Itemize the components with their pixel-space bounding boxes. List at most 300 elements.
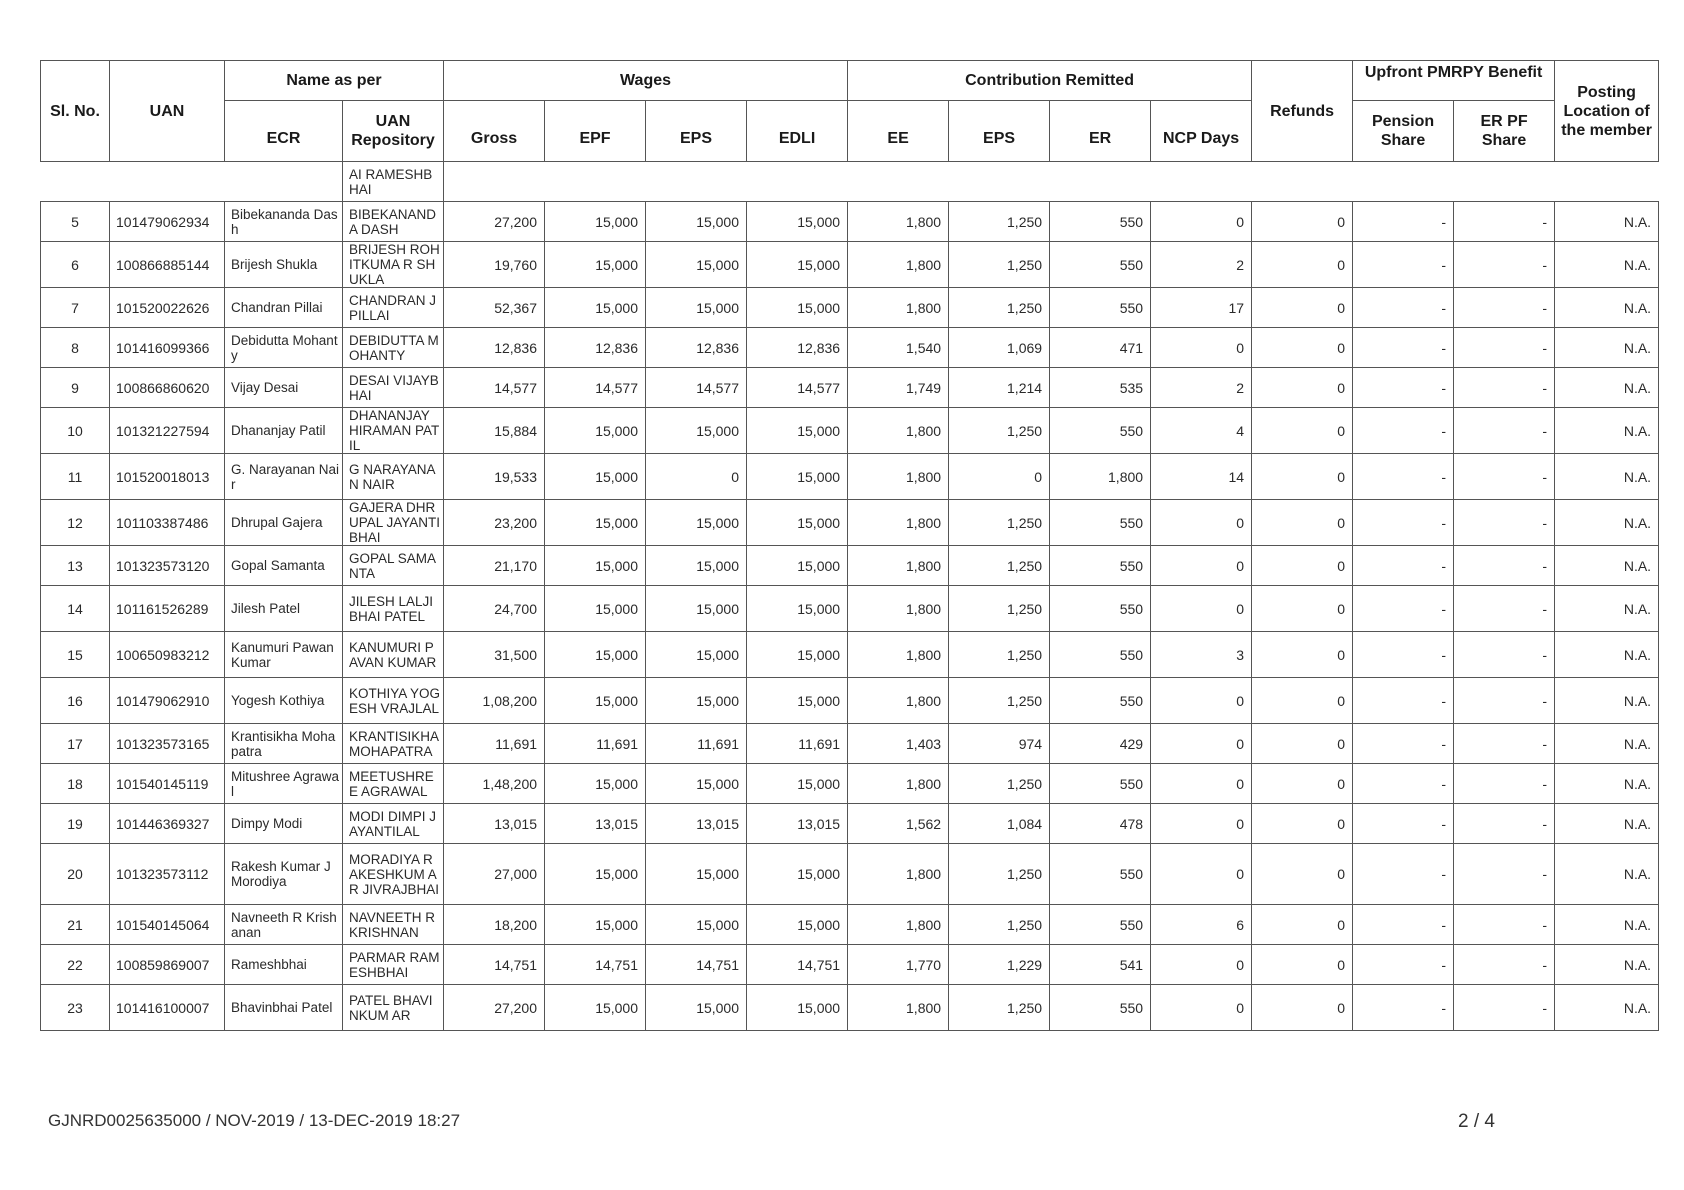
- cell-epf: 15,000: [545, 202, 646, 242]
- table-header: [41, 61, 1659, 162]
- header-sl-no: Sl. No.: [41, 61, 110, 162]
- cell-ee: 1,403: [848, 724, 949, 764]
- cell-ecr-name: Dimpy Modi: [225, 804, 343, 844]
- cell-refunds: 0: [1252, 678, 1353, 724]
- cell-ncp-days: 0: [1151, 546, 1252, 586]
- cell-pension-share: -: [1353, 844, 1454, 905]
- cell-ee: 1,540: [848, 328, 949, 368]
- cell-posting-location: N.A.: [1555, 586, 1659, 632]
- cell-uan-repository-name: DHANANJAY HIRAMAN PATIL: [343, 408, 444, 454]
- cell-edli: 15,000: [747, 454, 848, 500]
- cell-eps-contribution: 1,250: [949, 546, 1050, 586]
- cell-pension-share: -: [1353, 905, 1454, 945]
- cell-edli: 15,000: [747, 844, 848, 905]
- cell-ncp-days: 2: [1151, 368, 1252, 408]
- table-row: [41, 408, 1659, 454]
- cell-ncp-days: 0: [1151, 724, 1252, 764]
- cell-er: 550: [1050, 546, 1151, 586]
- cell-er-pf-share: -: [1454, 678, 1555, 724]
- cell-uan: 100859869007: [110, 945, 225, 985]
- cell-sl-no: 13: [41, 546, 110, 586]
- cell-eps: 15,000: [646, 500, 747, 546]
- cell-ecr-name: Dhananjay Patil: [225, 408, 343, 454]
- cell-ncp-days: 0: [1151, 202, 1252, 242]
- cell-edli: 13,015: [747, 804, 848, 844]
- cell-er-pf-share: -: [1454, 202, 1555, 242]
- cell-ncp-days: 0: [1151, 844, 1252, 905]
- cell-gross: 19,760: [444, 242, 545, 288]
- cell-eps: 15,000: [646, 202, 747, 242]
- cell-pension-share: -: [1353, 945, 1454, 985]
- cell-eps-contribution: 1,250: [949, 905, 1050, 945]
- cell-edli: 14,577: [747, 368, 848, 408]
- cell-uan: 101161526289: [110, 586, 225, 632]
- header-gross: Gross: [444, 101, 545, 162]
- carryover-row: [41, 162, 1659, 202]
- cell-er-pf-share: -: [1454, 724, 1555, 764]
- cell-er-pf-share: -: [1454, 328, 1555, 368]
- cell-uan-repository-name: DEBIDUTTA MOHANTY: [343, 328, 444, 368]
- cell-er: 550: [1050, 905, 1151, 945]
- cell-uan: 101479062934: [110, 202, 225, 242]
- cell-er-pf-share: -: [1454, 586, 1555, 632]
- cell-sl-no: 16: [41, 678, 110, 724]
- cell-er-pf-share: -: [1454, 454, 1555, 500]
- cell-eps-contribution: 1,250: [949, 632, 1050, 678]
- cell-uan: 101520022626: [110, 288, 225, 328]
- cell-er-pf-share: -: [1454, 368, 1555, 408]
- cell-er: 550: [1050, 632, 1151, 678]
- cell-epf: 15,000: [545, 632, 646, 678]
- table-row: [41, 764, 1659, 804]
- cell-uan-repository-name: JILESH LALJIBHAI PATEL: [343, 586, 444, 632]
- header-contribution-remitted: Contribution Remitted: [848, 61, 1252, 101]
- cell-eps-contribution: 974: [949, 724, 1050, 764]
- table-row: [41, 368, 1659, 408]
- cell-eps: 14,577: [646, 368, 747, 408]
- cell-posting-location: N.A.: [1555, 905, 1659, 945]
- cell-uan: 100650983212: [110, 632, 225, 678]
- cell-edli: 15,000: [747, 408, 848, 454]
- header-refunds: Refunds: [1252, 61, 1353, 162]
- cell-epf: 12,836: [545, 328, 646, 368]
- cell-posting-location: N.A.: [1555, 288, 1659, 328]
- cell-refunds: 0: [1252, 804, 1353, 844]
- cell-gross: 31,500: [444, 632, 545, 678]
- cell-uan-repository-name: PARMAR RAMESHBHAI: [343, 945, 444, 985]
- cell-posting-location: N.A.: [1555, 368, 1659, 408]
- cell-eps: 11,691: [646, 724, 747, 764]
- cell-eps-contribution: 1,250: [949, 586, 1050, 632]
- cell-eps-contribution: 1,250: [949, 764, 1050, 804]
- cell-sl-no: 5: [41, 202, 110, 242]
- cell-eps-contribution: 1,250: [949, 408, 1050, 454]
- cell-er: 478: [1050, 804, 1151, 844]
- cell-ecr-name: Jilesh Patel: [225, 586, 343, 632]
- cell-uan-repository-name: MORADIYA RAKESHKUM AR JIVRAJBHAI: [343, 844, 444, 905]
- cell-ee: 1,800: [848, 546, 949, 586]
- cell-eps: 15,000: [646, 632, 747, 678]
- table-row: [41, 328, 1659, 368]
- cell-edli: 15,000: [747, 500, 848, 546]
- cell-edli: 15,000: [747, 288, 848, 328]
- cell-uan-repository-name: MODI DIMPI JAYANTILAL: [343, 804, 444, 844]
- cell-eps: 15,000: [646, 905, 747, 945]
- cell-ncp-days: 6: [1151, 905, 1252, 945]
- cell-er: 550: [1050, 242, 1151, 288]
- cell-uan: 101323573112: [110, 844, 225, 905]
- cell-gross: 12,836: [444, 328, 545, 368]
- cell-posting-location: N.A.: [1555, 844, 1659, 905]
- table-row: [41, 288, 1659, 328]
- cell-sl-no: 8: [41, 328, 110, 368]
- cell-ecr-name: Rakesh Kumar J Morodiya: [225, 844, 343, 905]
- cell-sl-no: 9: [41, 368, 110, 408]
- cell-er: 471: [1050, 328, 1151, 368]
- cell-posting-location: N.A.: [1555, 328, 1659, 368]
- cell-eps-contribution: 1,084: [949, 804, 1050, 844]
- cell-ee: 1,562: [848, 804, 949, 844]
- cell-ecr-name: Mitushree Agrawal: [225, 764, 343, 804]
- cell-posting-location: N.A.: [1555, 408, 1659, 454]
- cell-ncp-days: 0: [1151, 328, 1252, 368]
- cell-pension-share: -: [1353, 288, 1454, 328]
- cell-ecr-name: Bhavinbhai Patel: [225, 985, 343, 1031]
- cell-ncp-days: 3: [1151, 632, 1252, 678]
- cell-er: 1,800: [1050, 454, 1151, 500]
- cell-uan: 101416100007: [110, 985, 225, 1031]
- cell-uan-repository-name: KANUMURI PAVAN KUMAR: [343, 632, 444, 678]
- cell-er-pf-share: -: [1454, 242, 1555, 288]
- table-row: [41, 242, 1659, 288]
- cell-ecr-name: Yogesh Kothiya: [225, 678, 343, 724]
- cell-posting-location: N.A.: [1555, 804, 1659, 844]
- cell-er: 550: [1050, 844, 1151, 905]
- table-row: [41, 804, 1659, 844]
- cell-ee: 1,800: [848, 844, 949, 905]
- cell-posting-location: N.A.: [1555, 632, 1659, 678]
- cell-er: 429: [1050, 724, 1151, 764]
- cell-edli: 15,000: [747, 764, 848, 804]
- header-ncp-days: NCP Days: [1151, 101, 1252, 162]
- cell-refunds: 0: [1252, 408, 1353, 454]
- cell-refunds: 0: [1252, 500, 1353, 546]
- table-row: [41, 454, 1659, 500]
- cell-refunds: 0: [1252, 632, 1353, 678]
- cell-sl-no: 17: [41, 724, 110, 764]
- cell-ncp-days: 0: [1151, 945, 1252, 985]
- cell-posting-location: N.A.: [1555, 202, 1659, 242]
- cell-eps-contribution: 1,250: [949, 500, 1050, 546]
- cell-epf: 15,000: [545, 408, 646, 454]
- cell-er-pf-share: -: [1454, 288, 1555, 328]
- cell-uan: 101103387486: [110, 500, 225, 546]
- cell-edli: 15,000: [747, 242, 848, 288]
- cell-ncp-days: 0: [1151, 764, 1252, 804]
- cell-gross: 24,700: [444, 586, 545, 632]
- cell-eps-contribution: 1,250: [949, 844, 1050, 905]
- header-er: ER: [1050, 101, 1151, 162]
- cell-eps-contribution: 1,250: [949, 288, 1050, 328]
- cell-refunds: 0: [1252, 242, 1353, 288]
- cell-ncp-days: 14: [1151, 454, 1252, 500]
- table-row: [41, 724, 1659, 764]
- cell-posting-location: N.A.: [1555, 724, 1659, 764]
- cell-ncp-days: 0: [1151, 985, 1252, 1031]
- cell-epf: 15,000: [545, 242, 646, 288]
- cell-refunds: 0: [1252, 985, 1353, 1031]
- cell-edli: 15,000: [747, 678, 848, 724]
- cell-ncp-days: 0: [1151, 678, 1252, 724]
- cell-ee: 1,800: [848, 408, 949, 454]
- cell-er-pf-share: -: [1454, 804, 1555, 844]
- cell-pension-share: -: [1353, 368, 1454, 408]
- cell-eps-contribution: 1,214: [949, 368, 1050, 408]
- header-epf: EPF: [545, 101, 646, 162]
- cell-pension-share: -: [1353, 242, 1454, 288]
- cell-gross: 27,200: [444, 202, 545, 242]
- cell-er-pf-share: -: [1454, 632, 1555, 678]
- cell-uan-repository-name: MEETUSHRE E AGRAWAL: [343, 764, 444, 804]
- cell-epf: 15,000: [545, 454, 646, 500]
- cell-uan-repository-name: KOTHIYA YOGESH VRAJLAL: [343, 678, 444, 724]
- cell-refunds: 0: [1252, 905, 1353, 945]
- cell-eps-contribution: 1,250: [949, 242, 1050, 288]
- cell-uan-repository-name: DESAI VIJAYBHAI: [343, 368, 444, 408]
- cell-er: 550: [1050, 288, 1151, 328]
- cell-epf: 15,000: [545, 844, 646, 905]
- cell-uan: 101446369327: [110, 804, 225, 844]
- cell-gross: 21,170: [444, 546, 545, 586]
- cell-refunds: 0: [1252, 546, 1353, 586]
- cell-uan-repository-name: NAVNEETH R KRISHNAN: [343, 905, 444, 945]
- cell-ecr-name: Bibekananda Dash: [225, 202, 343, 242]
- cell-posting-location: N.A.: [1555, 454, 1659, 500]
- cell-eps: 12,836: [646, 328, 747, 368]
- cell-uan: 100866860620: [110, 368, 225, 408]
- cell-gross: 27,000: [444, 844, 545, 905]
- cell-uan-repository-name: BRIJESH ROHITKUMA R SHUKLA: [343, 242, 444, 288]
- cell-posting-location: N.A.: [1555, 546, 1659, 586]
- cell-ecr-name: Rameshbhai: [225, 945, 343, 985]
- cell-epf: 15,000: [545, 288, 646, 328]
- cell-sl-no: 11: [41, 454, 110, 500]
- cell-uan-repository-name: KRANTISIKHA MOHAPATRA: [343, 724, 444, 764]
- cell-eps-contribution: 1,250: [949, 202, 1050, 242]
- cell-gross: 15,884: [444, 408, 545, 454]
- table-body: [41, 162, 1659, 1031]
- cell-uan: 101416099366: [110, 328, 225, 368]
- cell-epf: 11,691: [545, 724, 646, 764]
- cell-ee: 1,749: [848, 368, 949, 408]
- contribution-table: [40, 60, 1659, 1031]
- cell-edli: 11,691: [747, 724, 848, 764]
- cell-ee: 1,770: [848, 945, 949, 985]
- cell-sl-no: 14: [41, 586, 110, 632]
- cell-er: 541: [1050, 945, 1151, 985]
- cell-ecr-name: Navneeth R Krishanan: [225, 905, 343, 945]
- cell-refunds: 0: [1252, 844, 1353, 905]
- cell-ecr-name: Dhrupal Gajera: [225, 500, 343, 546]
- cell-gross: 18,200: [444, 905, 545, 945]
- cell-sl-no: 23: [41, 985, 110, 1031]
- cell-posting-location: N.A.: [1555, 500, 1659, 546]
- cell-eps-contribution: 1,250: [949, 985, 1050, 1031]
- table-row: [41, 678, 1659, 724]
- cell-refunds: 0: [1252, 945, 1353, 985]
- cell-uan-repository-name: BIBEKANAND A DASH: [343, 202, 444, 242]
- cell-uan: 101540145119: [110, 764, 225, 804]
- table-row: [41, 202, 1659, 242]
- cell-er-pf-share: -: [1454, 945, 1555, 985]
- cell-uan-repository-name: GAJERA DHRUPAL JAYANTIBHAI: [343, 500, 444, 546]
- cell-posting-location: N.A.: [1555, 945, 1659, 985]
- cell-ee: 1,800: [848, 678, 949, 724]
- carryover-uan-repository: AI RAMESHBHAI: [343, 162, 444, 202]
- cell-sl-no: 22: [41, 945, 110, 985]
- cell-er-pf-share: -: [1454, 985, 1555, 1031]
- cell-er: 550: [1050, 764, 1151, 804]
- cell-er-pf-share: -: [1454, 546, 1555, 586]
- cell-eps-contribution: 0: [949, 454, 1050, 500]
- cell-refunds: 0: [1252, 368, 1353, 408]
- cell-pension-share: -: [1353, 546, 1454, 586]
- cell-pension-share: -: [1353, 586, 1454, 632]
- cell-eps-contribution: 1,069: [949, 328, 1050, 368]
- cell-pension-share: -: [1353, 500, 1454, 546]
- cell-gross: 19,533: [444, 454, 545, 500]
- cell-gross: 1,08,200: [444, 678, 545, 724]
- cell-uan: 101323573165: [110, 724, 225, 764]
- cell-gross: 14,577: [444, 368, 545, 408]
- cell-epf: 13,015: [545, 804, 646, 844]
- cell-ncp-days: 0: [1151, 586, 1252, 632]
- cell-gross: 1,48,200: [444, 764, 545, 804]
- cell-posting-location: N.A.: [1555, 985, 1659, 1031]
- cell-er-pf-share: -: [1454, 844, 1555, 905]
- cell-uan: 101540145064: [110, 905, 225, 945]
- table-row: [41, 844, 1659, 905]
- cell-edli: 15,000: [747, 202, 848, 242]
- cell-edli: 12,836: [747, 328, 848, 368]
- cell-er-pf-share: -: [1454, 408, 1555, 454]
- cell-ecr-name: Krantisikha Mohapatra: [225, 724, 343, 764]
- cell-edli: 14,751: [747, 945, 848, 985]
- cell-pension-share: -: [1353, 202, 1454, 242]
- cell-posting-location: N.A.: [1555, 242, 1659, 288]
- cell-uan: 101321227594: [110, 408, 225, 454]
- cell-uan: 101520018013: [110, 454, 225, 500]
- cell-uan: 100866885144: [110, 242, 225, 288]
- cell-er: 550: [1050, 985, 1151, 1031]
- cell-gross: 23,200: [444, 500, 545, 546]
- cell-eps: 0: [646, 454, 747, 500]
- cell-epf: 15,000: [545, 500, 646, 546]
- cell-er: 550: [1050, 408, 1151, 454]
- header-uan: UAN: [110, 61, 225, 162]
- cell-pension-share: -: [1353, 678, 1454, 724]
- header-name-as-per: Name as per: [225, 61, 444, 101]
- cell-epf: 15,000: [545, 678, 646, 724]
- cell-refunds: 0: [1252, 454, 1353, 500]
- table-row: [41, 586, 1659, 632]
- cell-epf: 15,000: [545, 764, 646, 804]
- table-row: [41, 546, 1659, 586]
- cell-er: 550: [1050, 678, 1151, 724]
- cell-ncp-days: 4: [1151, 408, 1252, 454]
- cell-posting-location: N.A.: [1555, 764, 1659, 804]
- footer-page-number: 2 / 4: [1458, 1111, 1495, 1132]
- cell-ecr-name: Debidutta Mohanty: [225, 328, 343, 368]
- cell-er-pf-share: -: [1454, 500, 1555, 546]
- header-ecr: ECR: [225, 101, 343, 162]
- cell-pension-share: -: [1353, 454, 1454, 500]
- cell-eps: 15,000: [646, 288, 747, 328]
- cell-sl-no: 19: [41, 804, 110, 844]
- cell-refunds: 0: [1252, 586, 1353, 632]
- header-uan-repository: UAN Repository: [343, 101, 444, 162]
- cell-refunds: 0: [1252, 724, 1353, 764]
- cell-eps: 14,751: [646, 945, 747, 985]
- header-edli: EDLI: [747, 101, 848, 162]
- header-er-pf-share: ER PF Share: [1454, 101, 1555, 162]
- cell-eps: 15,000: [646, 586, 747, 632]
- cell-er-pf-share: -: [1454, 905, 1555, 945]
- cell-ee: 1,800: [848, 632, 949, 678]
- cell-eps: 15,000: [646, 546, 747, 586]
- cell-uan-repository-name: G NARAYANAN NAIR: [343, 454, 444, 500]
- cell-sl-no: 20: [41, 844, 110, 905]
- cell-uan: 101479062910: [110, 678, 225, 724]
- cell-er: 535: [1050, 368, 1151, 408]
- cell-eps: 15,000: [646, 844, 747, 905]
- header-eps: EPS: [646, 101, 747, 162]
- cell-ncp-days: 17: [1151, 288, 1252, 328]
- cell-pension-share: -: [1353, 724, 1454, 764]
- cell-sl-no: 18: [41, 764, 110, 804]
- header-pension-share: Pension Share: [1353, 101, 1454, 162]
- cell-eps: 15,000: [646, 985, 747, 1031]
- cell-eps: 15,000: [646, 242, 747, 288]
- header-eps-contribution: EPS: [949, 101, 1050, 162]
- cell-ee: 1,800: [848, 985, 949, 1031]
- cell-ee: 1,800: [848, 242, 949, 288]
- cell-ee: 1,800: [848, 764, 949, 804]
- cell-ee: 1,800: [848, 454, 949, 500]
- cell-er-pf-share: -: [1454, 764, 1555, 804]
- cell-ecr-name: Chandran Pillai: [225, 288, 343, 328]
- cell-ecr-name: Kanumuri Pawan Kumar: [225, 632, 343, 678]
- cell-ncp-days: 0: [1151, 500, 1252, 546]
- cell-eps: 13,015: [646, 804, 747, 844]
- footer-reference: GJNRD0025635000 / NOV-2019 / 13-DEC-2019 18:27: [48, 1111, 461, 1130]
- cell-pension-share: -: [1353, 764, 1454, 804]
- cell-er: 550: [1050, 202, 1151, 242]
- cell-eps: 15,000: [646, 678, 747, 724]
- cell-epf: 14,577: [545, 368, 646, 408]
- cell-ee: 1,800: [848, 586, 949, 632]
- cell-refunds: 0: [1252, 202, 1353, 242]
- cell-edli: 15,000: [747, 632, 848, 678]
- cell-edli: 15,000: [747, 586, 848, 632]
- cell-ecr-name: Gopal Samanta: [225, 546, 343, 586]
- cell-sl-no: 12: [41, 500, 110, 546]
- cell-ee: 1,800: [848, 905, 949, 945]
- table-row: [41, 945, 1659, 985]
- cell-gross: 13,015: [444, 804, 545, 844]
- cell-edli: 15,000: [747, 905, 848, 945]
- cell-sl-no: 10: [41, 408, 110, 454]
